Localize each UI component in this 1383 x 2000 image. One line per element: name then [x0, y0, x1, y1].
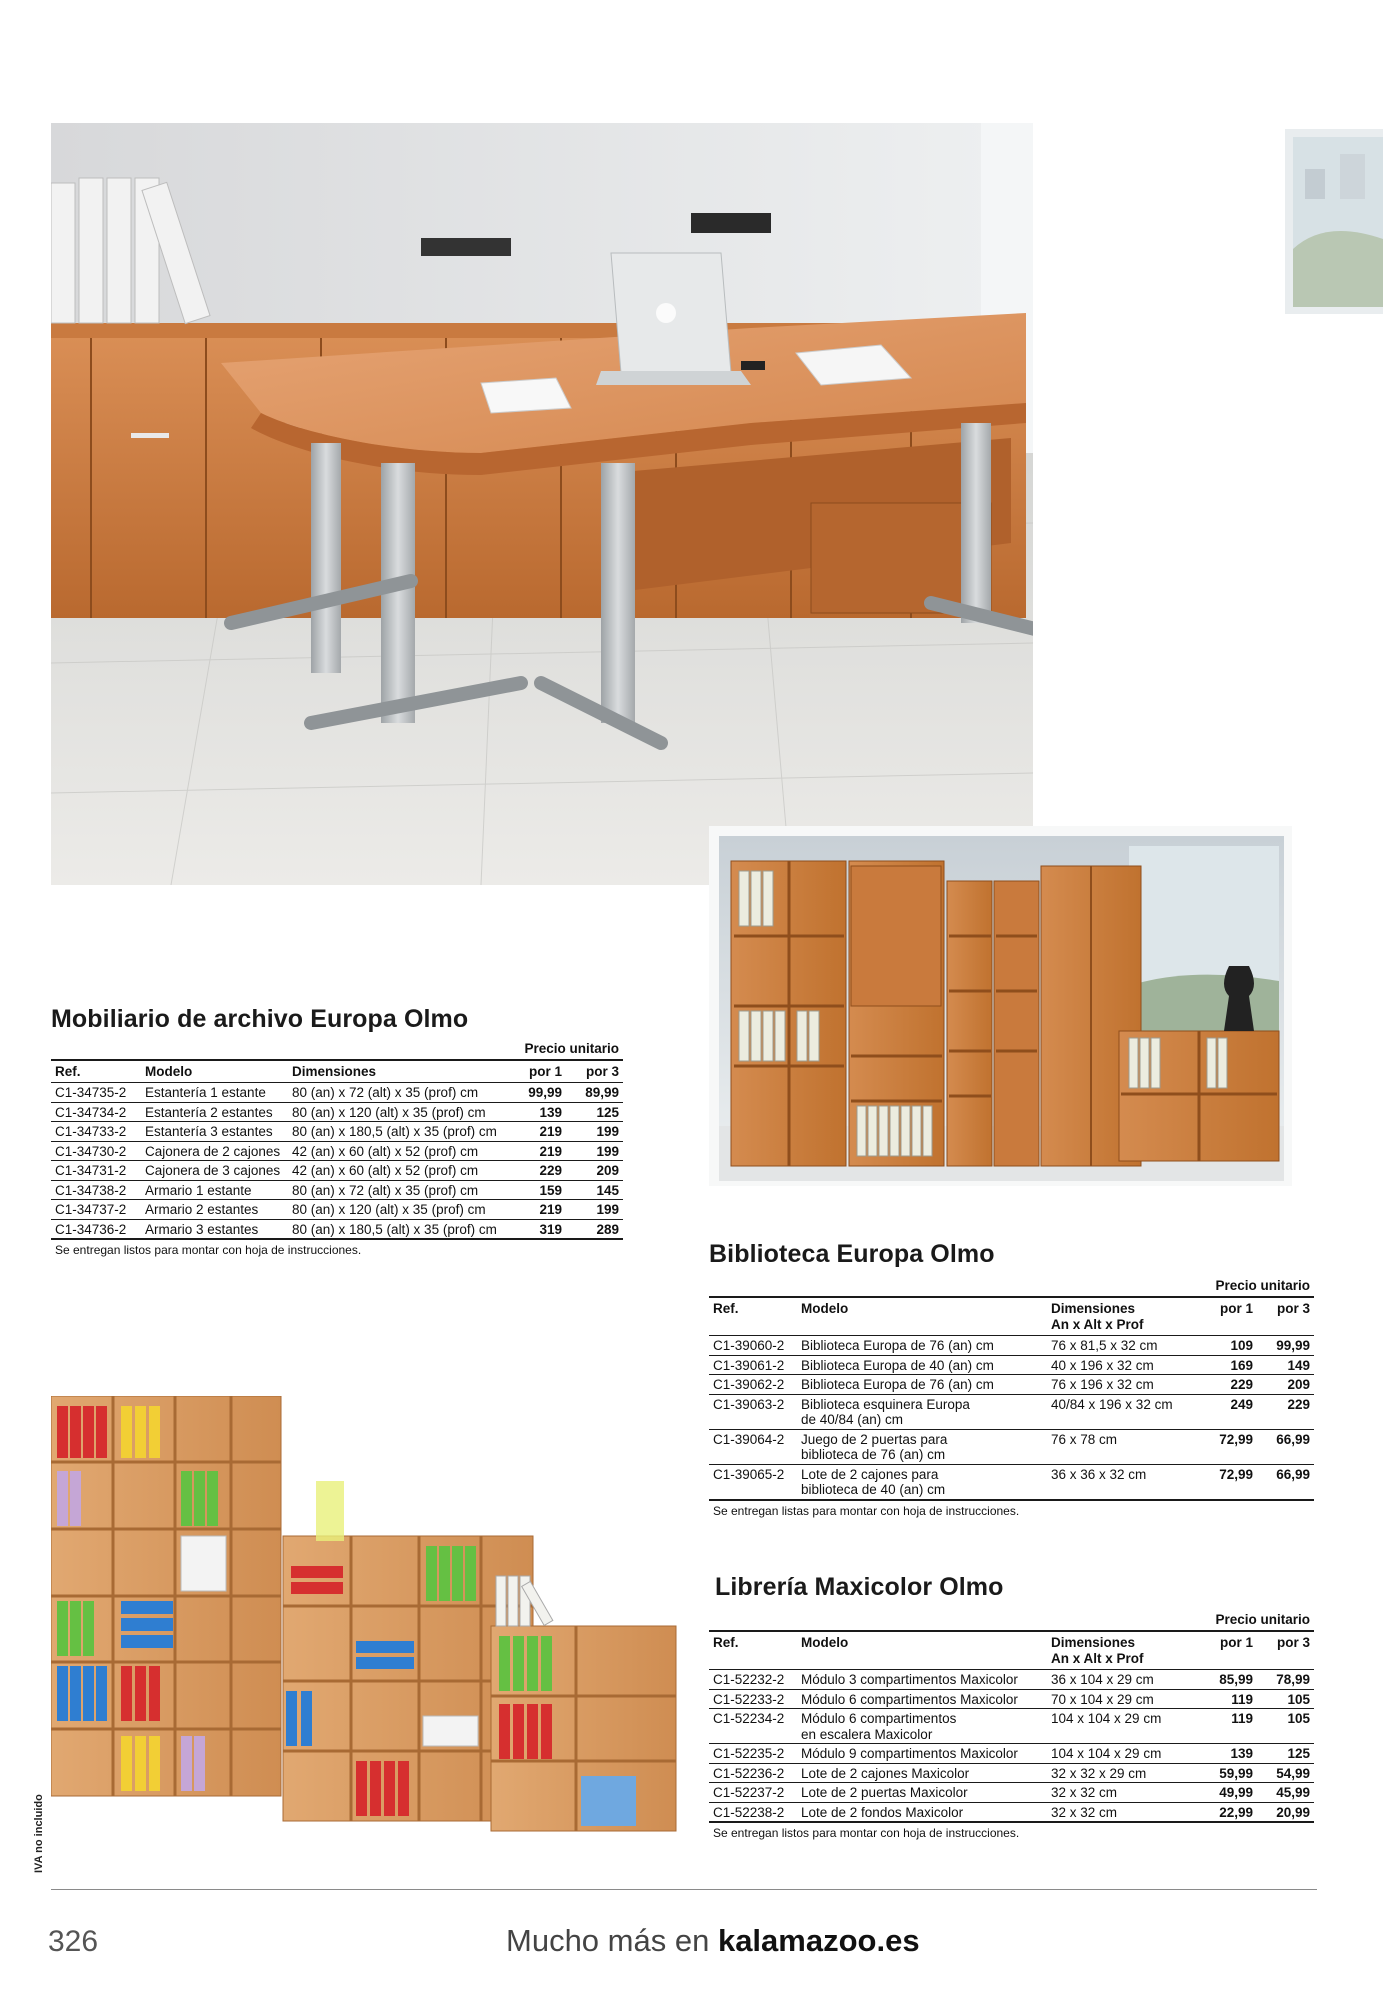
price-por1-cell: 249 [1207, 1394, 1257, 1429]
table-row [709, 1744, 1314, 1764]
page-number: 326 [48, 1925, 99, 1958]
price-por1-cell: 219 [510, 1141, 566, 1161]
ref-cell: C1-39061-2 [709, 1355, 797, 1375]
dimensiones-cell: 70 x 104 x 29 cm [1047, 1689, 1207, 1709]
price-por1-cell: 219 [510, 1122, 566, 1142]
price-por3-cell: 209 [1257, 1375, 1314, 1395]
price-por3-cell: 105 [1257, 1709, 1314, 1744]
modelo-cell: Cajonera de 2 cajones [141, 1141, 288, 1161]
table-row [51, 1180, 623, 1200]
ref-cell: C1-34735-2 [51, 1083, 141, 1103]
table-row [709, 1670, 1314, 1690]
ref-cell: C1-39063-2 [709, 1394, 797, 1429]
archivo-title: Mobiliario de archivo Europa Olmo [51, 1005, 469, 1033]
col-modelo: Modelo [797, 1297, 1047, 1336]
col-ref: Ref. [709, 1631, 797, 1670]
table-row [709, 1783, 1314, 1803]
modelo-cell: Biblioteca esquinera Europa de 40/84 (an) cm [797, 1394, 1047, 1429]
modelo-cell: Biblioteca Europa de 76 (an) cm [797, 1336, 1047, 1356]
modelo-cell: Módulo 9 compartimentos Maxicolor [797, 1744, 1047, 1764]
biblioteca-note: Se entregan listas para montar con hoja de instrucciones. [713, 1503, 1020, 1518]
price-por1-cell: 22,99 [1207, 1802, 1257, 1822]
side-note: IVA no incluido [33, 1794, 45, 1873]
price-por3-cell: 229 [1257, 1394, 1314, 1429]
dimensiones-cell: 80 (an) x 72 (alt) x 35 (prof) cm [288, 1180, 510, 1200]
ref-cell: C1-52234-2 [709, 1709, 797, 1744]
price-por3-cell: 125 [1257, 1744, 1314, 1764]
footer-divider [51, 1889, 1317, 1890]
archivo-price-table [51, 1041, 623, 1260]
biblioteca-price-table [709, 1278, 1314, 1520]
price-por1-cell: 49,99 [1207, 1783, 1257, 1803]
ref-cell: C1-34737-2 [51, 1200, 141, 1220]
price-por3-cell: 289 [566, 1219, 623, 1239]
col-modelo: Modelo [141, 1060, 288, 1083]
window-view-photo [1285, 129, 1383, 314]
dimensiones-cell: 32 x 32 x 29 cm [1047, 1763, 1207, 1783]
price-por1-cell: 139 [510, 1102, 566, 1122]
modelo-cell: Estantería 1 estante [141, 1083, 288, 1103]
modelo-cell: Armario 1 estante [141, 1180, 288, 1200]
price-por1-cell: 119 [1207, 1709, 1257, 1744]
price-por1-cell: 85,99 [1207, 1670, 1257, 1690]
ref-cell: C1-34738-2 [51, 1180, 141, 1200]
dimensiones-cell: 76 x 196 x 32 cm [1047, 1375, 1207, 1395]
dimensiones-cell: 80 (an) x 72 (alt) x 35 (prof) cm [288, 1083, 510, 1103]
price-header: Precio unitario [1215, 1278, 1311, 1293]
price-por1-cell: 229 [510, 1161, 566, 1181]
modelo-cell: Biblioteca Europa de 40 (an) cm [797, 1355, 1047, 1375]
price-por1-cell: 219 [510, 1200, 566, 1220]
modelo-cell: Biblioteca Europa de 76 (an) cm [797, 1375, 1047, 1395]
col-por3: por 3 [1257, 1631, 1314, 1670]
table-row [709, 1355, 1314, 1375]
price-header: Precio unitario [1215, 1612, 1311, 1627]
ref-cell: C1-52233-2 [709, 1689, 797, 1709]
price-por1-cell: 169 [1207, 1355, 1257, 1375]
col-dimensiones: Dimensiones [288, 1060, 510, 1083]
dimensiones-cell: 104 x 104 x 29 cm [1047, 1744, 1207, 1764]
ref-cell: C1-34736-2 [51, 1219, 141, 1239]
price-por3-cell: 199 [566, 1122, 623, 1142]
dimensiones-cell: 80 (an) x 180,5 (alt) x 35 (prof) cm [288, 1219, 510, 1239]
modelo-cell: Lote de 2 fondos Maxicolor [797, 1802, 1047, 1822]
price-por1-cell: 119 [1207, 1689, 1257, 1709]
table-row [709, 1375, 1314, 1395]
ref-cell: C1-39064-2 [709, 1429, 797, 1464]
modelo-cell: Cajonera de 3 cajones [141, 1161, 288, 1181]
col-ref: Ref. [709, 1297, 797, 1336]
modelo-cell: Juego de 2 puertas para biblioteca de 76 (an) cm [797, 1429, 1047, 1464]
table-row [709, 1464, 1314, 1500]
ref-cell: C1-34733-2 [51, 1122, 141, 1142]
maxicolor-price-table [709, 1612, 1314, 1843]
modelo-cell: Lote de 2 cajones Maxicolor [797, 1763, 1047, 1783]
dimensiones-cell: 40/84 x 196 x 32 cm [1047, 1394, 1207, 1429]
price-por1-cell: 319 [510, 1219, 566, 1239]
table-row [51, 1083, 623, 1103]
price-por1-cell: 109 [1207, 1336, 1257, 1356]
ref-cell: C1-39060-2 [709, 1336, 797, 1356]
ref-cell: C1-34734-2 [51, 1102, 141, 1122]
biblioteca-title: Biblioteca Europa Olmo [709, 1240, 995, 1268]
price-por3-cell: 99,99 [1257, 1336, 1314, 1356]
price-por3-cell: 66,99 [1257, 1464, 1314, 1500]
price-por3-cell: 45,99 [1257, 1783, 1314, 1803]
table-row [51, 1219, 623, 1239]
col-dimensiones: Dimensiones An x Alt x Prof [1047, 1631, 1207, 1670]
col-por1: por 1 [1207, 1631, 1257, 1670]
col-modelo: Modelo [797, 1631, 1047, 1670]
modelo-cell: Módulo 6 compartimentos en escalera Maxicolor [797, 1709, 1047, 1744]
ref-cell: C1-52232-2 [709, 1670, 797, 1690]
dimensiones-cell: 32 x 32 cm [1047, 1783, 1207, 1803]
dimensiones-cell: 76 x 81,5 x 32 cm [1047, 1336, 1207, 1356]
col-por3: por 3 [1257, 1297, 1314, 1336]
dimensiones-cell: 36 x 36 x 32 cm [1047, 1464, 1207, 1500]
modelo-cell: Armario 3 estantes [141, 1219, 288, 1239]
dimensiones-cell: 40 x 196 x 32 cm [1047, 1355, 1207, 1375]
libreria-maxicolor-photo [51, 1396, 683, 1866]
price-por1-cell: 229 [1207, 1375, 1257, 1395]
dimensiones-cell: 32 x 32 cm [1047, 1802, 1207, 1822]
price-por3-cell: 66,99 [1257, 1429, 1314, 1464]
modelo-cell: Estantería 2 estantes [141, 1102, 288, 1122]
ref-cell: C1-34731-2 [51, 1161, 141, 1181]
table-row [709, 1709, 1314, 1744]
modelo-cell: Lote de 2 cajones para biblioteca de 40 (an) cm [797, 1464, 1047, 1500]
price-por3-cell: 199 [566, 1200, 623, 1220]
table-row [51, 1102, 623, 1122]
price-por3-cell: 105 [1257, 1689, 1314, 1709]
col-dimensiones: Dimensiones An x Alt x Prof [1047, 1297, 1207, 1336]
table-row [709, 1394, 1314, 1429]
ref-cell: C1-34730-2 [51, 1141, 141, 1161]
table-row [709, 1336, 1314, 1356]
price-header: Precio unitario [524, 1041, 620, 1056]
ref-cell: C1-52238-2 [709, 1802, 797, 1822]
office-desk-photo [51, 123, 1033, 885]
footer-prefix: Mucho más en [506, 1923, 710, 1958]
modelo-cell: Estantería 3 estantes [141, 1122, 288, 1142]
price-por3-cell: 209 [566, 1161, 623, 1181]
price-por1-cell: 59,99 [1207, 1763, 1257, 1783]
archivo-note: Se entregan listos para montar con hoja de instrucciones. [55, 1243, 362, 1257]
table-row [709, 1763, 1314, 1783]
footer-text [506, 1923, 920, 1959]
dimensiones-cell: 80 (an) x 180,5 (alt) x 35 (prof) cm [288, 1122, 510, 1142]
table-row [51, 1141, 623, 1161]
modelo-cell: Módulo 6 compartimentos Maxicolor [797, 1689, 1047, 1709]
table-row [709, 1429, 1314, 1464]
price-por3-cell: 145 [566, 1180, 623, 1200]
col-ref: Ref. [51, 1060, 141, 1083]
table-row [51, 1161, 623, 1181]
price-por1-cell: 139 [1207, 1744, 1257, 1764]
table-row [709, 1689, 1314, 1709]
maxicolor-note: Se entregan listos para montar con hoja de instrucciones. [713, 1826, 1020, 1840]
modelo-cell: Lote de 2 puertas Maxicolor [797, 1783, 1047, 1803]
col-por1: por 1 [510, 1060, 566, 1083]
table-row [51, 1122, 623, 1142]
price-por3-cell: 54,99 [1257, 1763, 1314, 1783]
dimensiones-cell: 42 (an) x 60 (alt) x 52 (prof) cm [288, 1141, 510, 1161]
dimensiones-cell: 104 x 104 x 29 cm [1047, 1709, 1207, 1744]
price-por3-cell: 199 [566, 1141, 623, 1161]
ref-cell: C1-52237-2 [709, 1783, 797, 1803]
dimensiones-cell: 42 (an) x 60 (alt) x 52 (prof) cm [288, 1161, 510, 1181]
price-por3-cell: 149 [1257, 1355, 1314, 1375]
col-por3: por 3 [566, 1060, 623, 1083]
maxicolor-title: Librería Maxicolor Olmo [715, 1573, 1004, 1601]
dimensiones-cell: 76 x 78 cm [1047, 1429, 1207, 1464]
ref-cell: C1-52236-2 [709, 1763, 797, 1783]
footer-site-link[interactable]: kalamazoo.es [717, 1923, 920, 1958]
ref-cell: C1-52235-2 [709, 1744, 797, 1764]
price-por1-cell: 99,99 [510, 1083, 566, 1103]
price-por3-cell: 78,99 [1257, 1670, 1314, 1690]
price-por1-cell: 72,99 [1207, 1429, 1257, 1464]
col-por1: por 1 [1207, 1297, 1257, 1336]
modelo-cell: Módulo 3 compartimentos Maxicolor [797, 1670, 1047, 1690]
ref-cell: C1-39065-2 [709, 1464, 797, 1500]
biblioteca-europa-photo [709, 826, 1292, 1186]
price-por1-cell: 159 [510, 1180, 566, 1200]
price-por3-cell: 89,99 [566, 1083, 623, 1103]
dimensiones-cell: 36 x 104 x 29 cm [1047, 1670, 1207, 1690]
price-por1-cell: 72,99 [1207, 1464, 1257, 1500]
dimensiones-cell: 80 (an) x 120 (alt) x 35 (prof) cm [288, 1102, 510, 1122]
price-por3-cell: 125 [566, 1102, 623, 1122]
ref-cell: C1-39062-2 [709, 1375, 797, 1395]
table-row [51, 1200, 623, 1220]
dimensiones-cell: 80 (an) x 120 (alt) x 35 (prof) cm [288, 1200, 510, 1220]
price-por3-cell: 20,99 [1257, 1802, 1314, 1822]
modelo-cell: Armario 2 estantes [141, 1200, 288, 1220]
table-row [709, 1802, 1314, 1822]
